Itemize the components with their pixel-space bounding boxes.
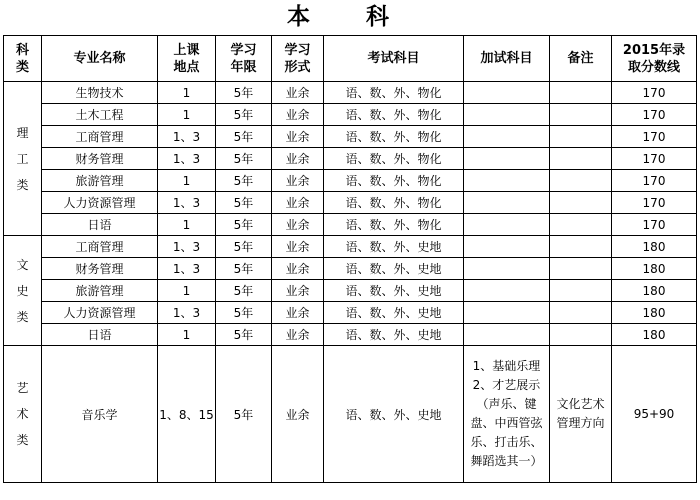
subjects-cell: 语、数、外、史地: [324, 280, 464, 302]
form-cell: 业余: [272, 192, 324, 214]
major-cell: 财务管理: [42, 258, 158, 280]
category-yishu: 艺 术 类: [4, 346, 42, 483]
score-cell: 180: [612, 258, 697, 280]
extra-cell: [464, 126, 550, 148]
score-cell: 170: [612, 104, 697, 126]
header-note: 备注: [550, 36, 612, 82]
header-major: 专业名称: [42, 36, 158, 82]
header-subjects: 考试科目: [324, 36, 464, 82]
form-cell: 业余: [272, 346, 324, 483]
score-cell: 180: [612, 324, 697, 346]
header-score: 2015年录 取分数线: [612, 36, 697, 82]
location-cell: 1、3: [158, 148, 216, 170]
note-cell: [550, 258, 612, 280]
form-cell: 业余: [272, 324, 324, 346]
table-row: [4, 324, 697, 346]
form-cell: 业余: [272, 302, 324, 324]
extra-cell: [464, 236, 550, 258]
table-body: [4, 82, 697, 483]
header-kelei: 科 类: [4, 36, 42, 82]
location-cell: 1: [158, 280, 216, 302]
years-cell: 5年: [216, 170, 272, 192]
table-row: [4, 192, 697, 214]
note-cell: [550, 126, 612, 148]
years-cell: 5年: [216, 324, 272, 346]
note-cell: [550, 104, 612, 126]
table-row: [4, 346, 697, 483]
subjects-cell: 语、数、外、物化: [324, 170, 464, 192]
form-cell: 业余: [272, 258, 324, 280]
table-row: [4, 104, 697, 126]
subjects-cell: 语、数、外、物化: [324, 192, 464, 214]
table-row: [4, 280, 697, 302]
score-cell: 170: [612, 170, 697, 192]
table-row: [4, 302, 697, 324]
table-row: [4, 126, 697, 148]
subjects-cell: 语、数、外、物化: [324, 148, 464, 170]
major-cell: 财务管理: [42, 148, 158, 170]
subjects-cell: 语、数、外、史地: [324, 302, 464, 324]
note-cell: [550, 170, 612, 192]
form-cell: 业余: [272, 104, 324, 126]
location-cell: 1: [158, 324, 216, 346]
major-cell: 日语: [42, 324, 158, 346]
table-row: [4, 214, 697, 236]
header-extra: 加试科目: [464, 36, 550, 82]
subjects-cell: 语、数、外、史地: [324, 258, 464, 280]
major-cell: 土木工程: [42, 104, 158, 126]
major-cell: 旅游管理: [42, 280, 158, 302]
header-form: 学习 形式: [272, 36, 324, 82]
score-cell: 170: [612, 148, 697, 170]
extra-cell: [464, 258, 550, 280]
subjects-cell: 语、数、外、史地: [324, 346, 464, 483]
extra-cell: [464, 280, 550, 302]
location-cell: 1、3: [158, 126, 216, 148]
category-ligong: 理 工 类: [4, 82, 42, 236]
extra-cell: [464, 214, 550, 236]
subjects-cell: 语、数、外、史地: [324, 324, 464, 346]
subjects-cell: 语、数、外、物化: [324, 214, 464, 236]
location-cell: 1: [158, 170, 216, 192]
years-cell: 5年: [216, 346, 272, 483]
table-row: [4, 258, 697, 280]
score-cell: 170: [612, 82, 697, 104]
location-cell: 1、8、15: [158, 346, 216, 483]
subjects-cell: 语、数、外、物化: [324, 82, 464, 104]
years-cell: 5年: [216, 82, 272, 104]
years-cell: 5年: [216, 214, 272, 236]
score-cell: 170: [612, 214, 697, 236]
major-cell: 日语: [42, 214, 158, 236]
form-cell: 业余: [272, 170, 324, 192]
subjects-cell: 语、数、外、物化: [324, 104, 464, 126]
header-row: [4, 36, 697, 82]
page-title: 本 科: [286, 4, 413, 30]
form-cell: 业余: [272, 280, 324, 302]
form-cell: 业余: [272, 126, 324, 148]
major-cell: 音乐学: [42, 346, 158, 483]
extra-cell: [464, 302, 550, 324]
score-cell: 170: [612, 192, 697, 214]
score-cell: 95+90: [612, 346, 697, 483]
table-row: [4, 236, 697, 258]
table-row: [4, 82, 697, 104]
admission-table: [3, 35, 697, 483]
score-cell: 180: [612, 302, 697, 324]
score-cell: 180: [612, 280, 697, 302]
category-wenshi: 文 史 类: [4, 236, 42, 346]
note-cell: [550, 82, 612, 104]
extra-cell: [464, 104, 550, 126]
score-cell: 170: [612, 126, 697, 148]
note-cell: [550, 148, 612, 170]
years-cell: 5年: [216, 104, 272, 126]
note-cell: [550, 324, 612, 346]
major-cell: 人力资源管理: [42, 302, 158, 324]
location-cell: 1: [158, 82, 216, 104]
table-row: [4, 170, 697, 192]
table-row: [4, 148, 697, 170]
form-cell: 业余: [272, 148, 324, 170]
note-cell: [550, 214, 612, 236]
extra-cell: [464, 82, 550, 104]
location-cell: 1、3: [158, 302, 216, 324]
years-cell: 5年: [216, 302, 272, 324]
extra-cell: [464, 170, 550, 192]
note-cell: [550, 236, 612, 258]
note-cell: [550, 280, 612, 302]
note-cell: [550, 302, 612, 324]
major-cell: 生物技术: [42, 82, 158, 104]
location-cell: 1: [158, 214, 216, 236]
years-cell: 5年: [216, 126, 272, 148]
major-cell: 工商管理: [42, 126, 158, 148]
years-cell: 5年: [216, 192, 272, 214]
header-location: 上课 地点: [158, 36, 216, 82]
form-cell: 业余: [272, 214, 324, 236]
extra-cell: [464, 148, 550, 170]
major-cell: 旅游管理: [42, 170, 158, 192]
location-cell: 1、3: [158, 236, 216, 258]
form-cell: 业余: [272, 236, 324, 258]
years-cell: 5年: [216, 258, 272, 280]
note-cell: [550, 192, 612, 214]
years-cell: 5年: [216, 280, 272, 302]
note-cell: 文化艺术 管理方向: [550, 346, 612, 483]
extra-cell: [464, 192, 550, 214]
extra-cell: 1、基础乐理 2、才艺展示 （声乐、键 盘、中西管弦 乐、打击乐、 舞蹈选其一）: [464, 346, 550, 483]
years-cell: 5年: [216, 236, 272, 258]
major-cell: 人力资源管理: [42, 192, 158, 214]
subjects-cell: 语、数、外、史地: [324, 236, 464, 258]
form-cell: 业余: [272, 82, 324, 104]
header-years: 学习 年限: [216, 36, 272, 82]
location-cell: 1、3: [158, 258, 216, 280]
years-cell: 5年: [216, 148, 272, 170]
score-cell: 180: [612, 236, 697, 258]
subjects-cell: 语、数、外、物化: [324, 126, 464, 148]
location-cell: 1: [158, 104, 216, 126]
extra-cell: [464, 324, 550, 346]
major-cell: 工商管理: [42, 236, 158, 258]
location-cell: 1、3: [158, 192, 216, 214]
